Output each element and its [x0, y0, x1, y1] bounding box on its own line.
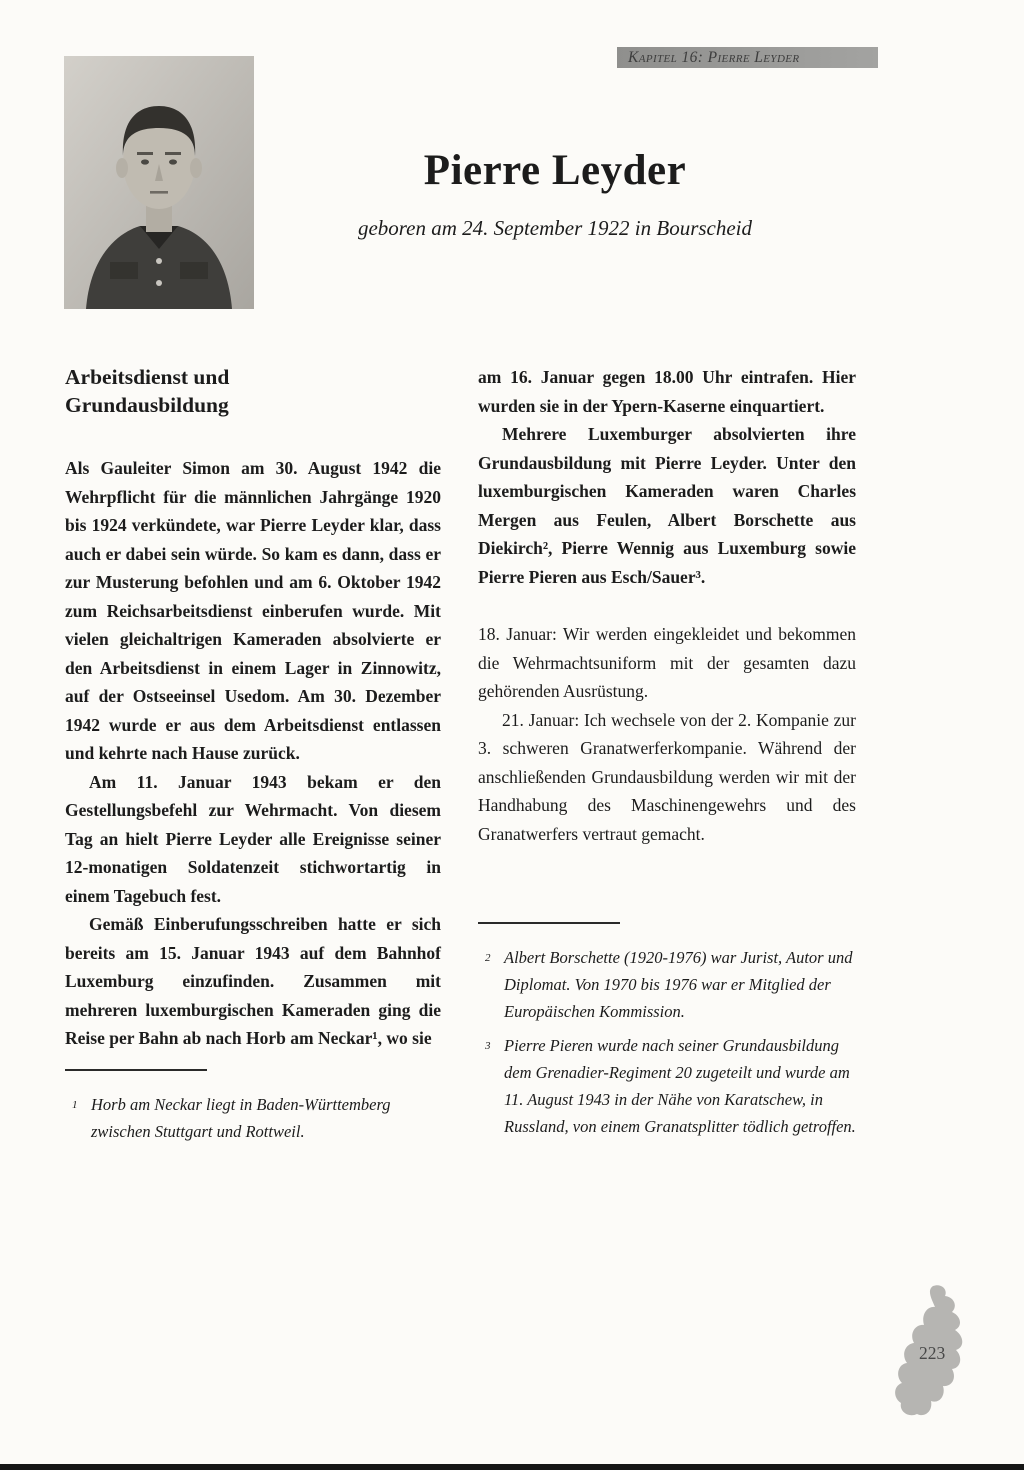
footnote — [478, 944, 856, 1025]
portrait-photo — [64, 56, 254, 309]
section-heading-line-2: Grundausbildung — [65, 393, 229, 417]
luxembourg-map — [891, 1283, 983, 1437]
chapter-header-label: Kapitel 16: Pierre Leyder — [628, 48, 800, 66]
page-title: Pierre Leyder — [423, 147, 687, 194]
portrait-photo-image — [64, 56, 254, 309]
right-column — [478, 363, 856, 1147]
footnote-text: Horb am Neckar liegt in Baden-Württemberg zwischen Stuttgart und Rottweil. — [91, 1094, 391, 1141]
paragraph: Gemäß Einberufungsschreiben hatte er sich bereits am 15. Januar 1943 auf dem Bahnhof Luxemburg einzufinden. Zusammen mit mehreren luxemburgischen Kameraden ging die Reise per Bahn ab nach Horb am Neckar¹, wo sie — [65, 914, 441, 1048]
footnote-text: Pierre Pieren wurde nach seiner Grundausbildung dem Grenadier-Regiment 20 zugeteilt und wurde am 11. August 1943 in der Nähe von Karatschew, in Russland, von einem Granatsplitter tödlich getroffen. — [504, 1036, 856, 1136]
scan-edge-line — [0, 1464, 1024, 1470]
footnote — [478, 1032, 856, 1140]
page-number: 223 — [919, 1343, 946, 1363]
footnotes-left — [65, 1069, 441, 1145]
paragraph: 21. Januar: Ich wechsele von der 2. Kompanie zur 3. schweren Granatwerferkompanie. Während der anschließenden Grundausbildung werden wir mit der Handhabung des Maschinengewehrs und des Granatwerfers vertraut gemacht. — [478, 709, 856, 844]
section-heading — [65, 363, 441, 419]
footnote-marker: 1 — [72, 1098, 78, 1111]
paragraph: 18. Januar: Wir werden eingekleidet und bekommen die Wehrmachtsuniform mit der gesamten dazu gehörenden Ausrüstung. — [478, 624, 856, 701]
footnote-marker: 3 — [485, 1040, 491, 1052]
paragraph: Am 11. Januar 1943 bekam er den Gestellungsbefehl zur Wehrmacht. Von diesem Tag an hielt Pierre Leyder alle Ereignisse seiner 12-monatigen Soldatenzeit stichwortartig in einem Tagebuch fest. — [65, 771, 441, 906]
footnote-marker: 2 — [485, 952, 491, 964]
paragraph: am 16. Januar gegen 18.00 Uhr eintrafen. Hier wurden sie in der Ypern-Kaserne einquartiert. — [478, 367, 856, 416]
page-subtitle: geboren am 24. September 1922 in Bourscheid — [357, 216, 753, 240]
paragraph: Mehrere Luxemburger absolvierten ihre Grundausbildung mit Pierre Leyder. Unter den luxemburgischen Kameraden waren Charles Mergen aus Feulen, Albert Borschette aus Diekirch², Pierre Wennig aus Luxemburg sowie Pierre Pieren aus Esch/Sauer³. — [478, 424, 856, 587]
footnote — [65, 1091, 441, 1145]
footnotes-right — [478, 922, 856, 1140]
title-block — [255, 146, 855, 241]
section-heading-line-1: Arbeitsdienst und — [65, 365, 230, 389]
left-column — [65, 363, 441, 1152]
paragraph: Als Gauleiter Simon am 30. August 1942 die Wehrpflicht für die männlichen Jahrgänge 1920 bis 1924 verkündete, war Pierre Leyder klar, dass auch er dabei sein würde. So kam es dann, dass er zur Musterung befohlen und am 6. Oktober 1942 zum Reichsarbeitsdienst einberufen wurde. Mit vielen gleichaltrigen Kameraden absolvierte er den Arbeitsdienst in einem Lager in Zinnowitz, auf der Ostseeinsel Usedom. Am 30. Dezember 1942 wurde er aus dem Arbeitsdienst entlassen und kehrte nach Hause zurück. — [65, 458, 441, 763]
footnote-rule — [478, 922, 620, 924]
chapter-header-bar — [617, 47, 878, 68]
footnote-rule — [65, 1069, 207, 1071]
footnote-text: Albert Borschette (1920-1976) war Jurist, Autor und Diplomat. Von 1970 bis 1976 war er Mitglied der Europäischen Kommission. — [504, 948, 853, 1021]
